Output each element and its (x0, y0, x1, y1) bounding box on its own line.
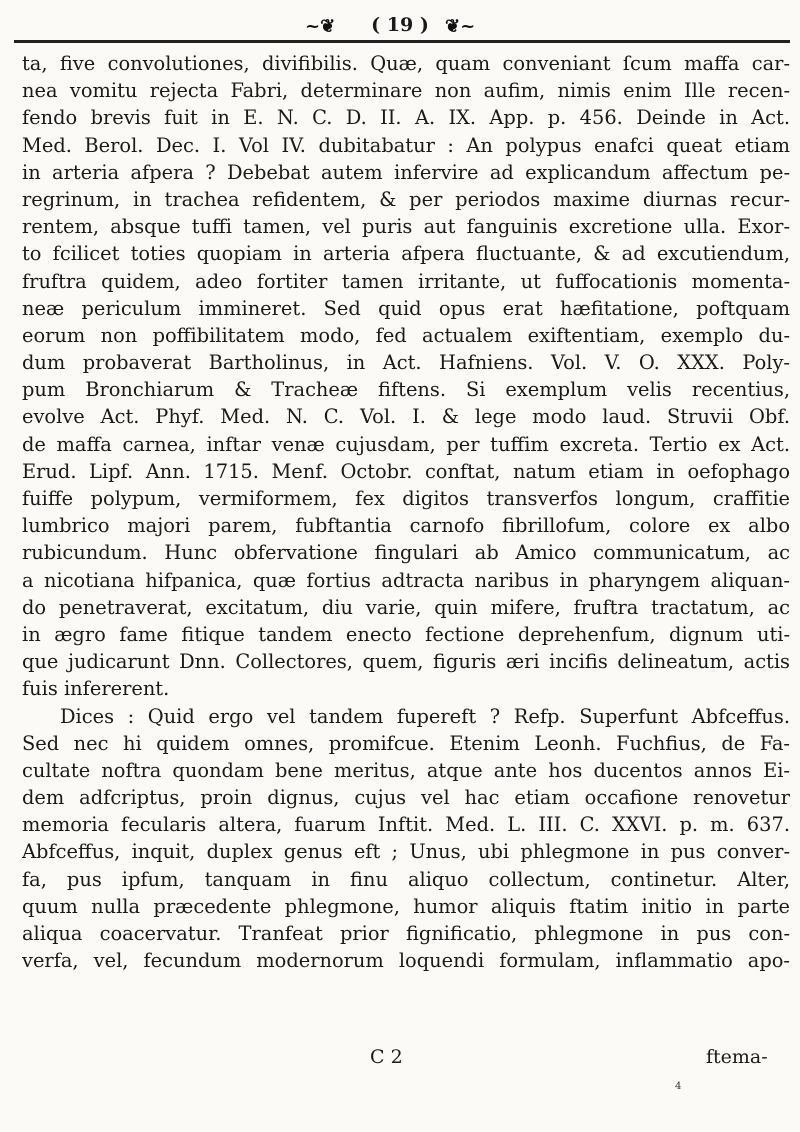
text-line: Erud. Lipf. Ann. 1715. Menf. Octobr. conftat, natum etiam in oefophago (22, 459, 790, 483)
text-line: aliqua coacervatur. Tranfeat prior fignificatio, phlegmone in pus con- (22, 922, 790, 945)
text-line: fuis infererent. (22, 677, 170, 701)
text-line: dem adfcriptus, proin dignus, cujus vel hac etiam occafione renovetur (22, 786, 790, 810)
text-line: que judicarunt Dnn. Collectores, quem, figuris æri incifis delineatum, actis (22, 650, 790, 674)
text-line: neæ periculum immineret. Sed quid opus erat hæfitatione, poftquam (22, 296, 790, 320)
text-line: regrinum, in trachea refidentem, & per periodos maxime diurnas recur- (22, 187, 790, 211)
text-line: de maffa carnea, inftar venæ cujusdam, per tuffim excreta. Tertio ex Act. (22, 432, 790, 456)
text-line: dum probaverat Bartholinus, in Act. Hafniens. Vol. V. O. XXX. Poly- (22, 351, 790, 375)
text-line: memoria fecularis altera, fuarum Inftit. Med. L. III. C. XXVI. p. m. 637. (22, 813, 790, 837)
text-line: ta, five convolutiones, divifibilis. Quæ, quam conveniant ſcum maffa car- (22, 52, 790, 75)
text-line: verfa, vel, fecundum modernorum loquendi formulam, inflammatio apo- (22, 949, 790, 973)
text-line: Sed nec hi quidem omnes, promifcue. Etenim Leonh. Fuchfius, de Fa- (22, 731, 790, 755)
text-line: cultate noftra quondam bene meritus, atque ante hos ducentos annos Ei- (22, 758, 790, 782)
text-line: in ægro fame fitique tandem enecto fectione deprehenfum, dignum uti- (22, 622, 790, 646)
text-line: Dices : Quid ergo vel tandem fupereft ? Refp. Superfunt Abfceffus. (60, 704, 790, 728)
text-line: evolve Act. Phyf. Med. N. C. Vol. I. & lege modo laud. Struvii Obf. (22, 405, 790, 429)
text-line: fa, pus ipfum, tanquam in finu aliquo collectum, continetur. Alter, (22, 867, 790, 891)
page-footer (0, 1046, 800, 1076)
text-line: rentem, absque tuffi tamen, vel puris aut fanguinis excretione ulla. Exor- (22, 215, 790, 239)
text-line: Med. Berol. Dec. I. Vol IV. dubitabatur : An polypus enafci queat etiam (22, 133, 790, 157)
page-number: ( 19 ) (371, 14, 429, 36)
text-line: pum Bronchiarum & Tracheæ fiftens. Si exemplum velis recentius, (22, 378, 790, 402)
page-header (0, 6, 800, 36)
text-line: fendo brevis fuit in E. N. C. D. II. A. IX. App. p. 456. Deinde in Act. (22, 106, 790, 130)
text-line: lumbrico majori parem, fubftantia carnofo fibrillofum, colore ex albo (22, 514, 790, 538)
ornament-right: ❦~ (445, 16, 476, 37)
header-rule (14, 40, 790, 43)
text-line: do penetraverat, excitatum, diu varie, quin mifere, fruftra tractatum, ac (22, 595, 790, 619)
text-line: fruftra quidem, adeo fortiter tamen irritante, ut fuffocationis momenta- (22, 269, 790, 293)
text-line: Abfceffus, inquit, duplex genus eft ; Unus, ubi phlegmone in pus conver- (22, 840, 790, 864)
text-line: to fcilicet toties quopiam in arteria afpera fluctuante, & ad excutiendum, (22, 242, 790, 266)
text-line: rubicundum. Hunc obfervatione fingulari ab Amico communicatum, ac (22, 541, 790, 565)
text-line: fuiffe polypum, vermiformem, fex digitos transverfos longum, craffitie (22, 487, 790, 510)
text-line: eorum non poffibilitatem modo, fed actualem exiftentiam, exemplo du- (22, 323, 790, 347)
catchword: ftema- (706, 1046, 768, 1068)
text-line: nea vomitu rejecta Fabri, determinare non aufim, nimis enim Ille recen- (22, 79, 790, 103)
text-line: quum nulla præcedente phlegmone, humor aliquis ftatim initio in parte (22, 894, 790, 918)
signature-mark: C 2 (370, 1046, 403, 1068)
text-line: a nicotiana hifpanica, quæ fortius adtracta naribus in pharyngem aliquan- (22, 568, 790, 592)
body-text (22, 50, 790, 974)
footer-mark: 4 (675, 1081, 682, 1092)
text-line: in arteria afpera ? Debebat autem infervire ad explicandum affectum pe- (22, 160, 790, 184)
ornament-left: ~❦ (305, 16, 336, 37)
